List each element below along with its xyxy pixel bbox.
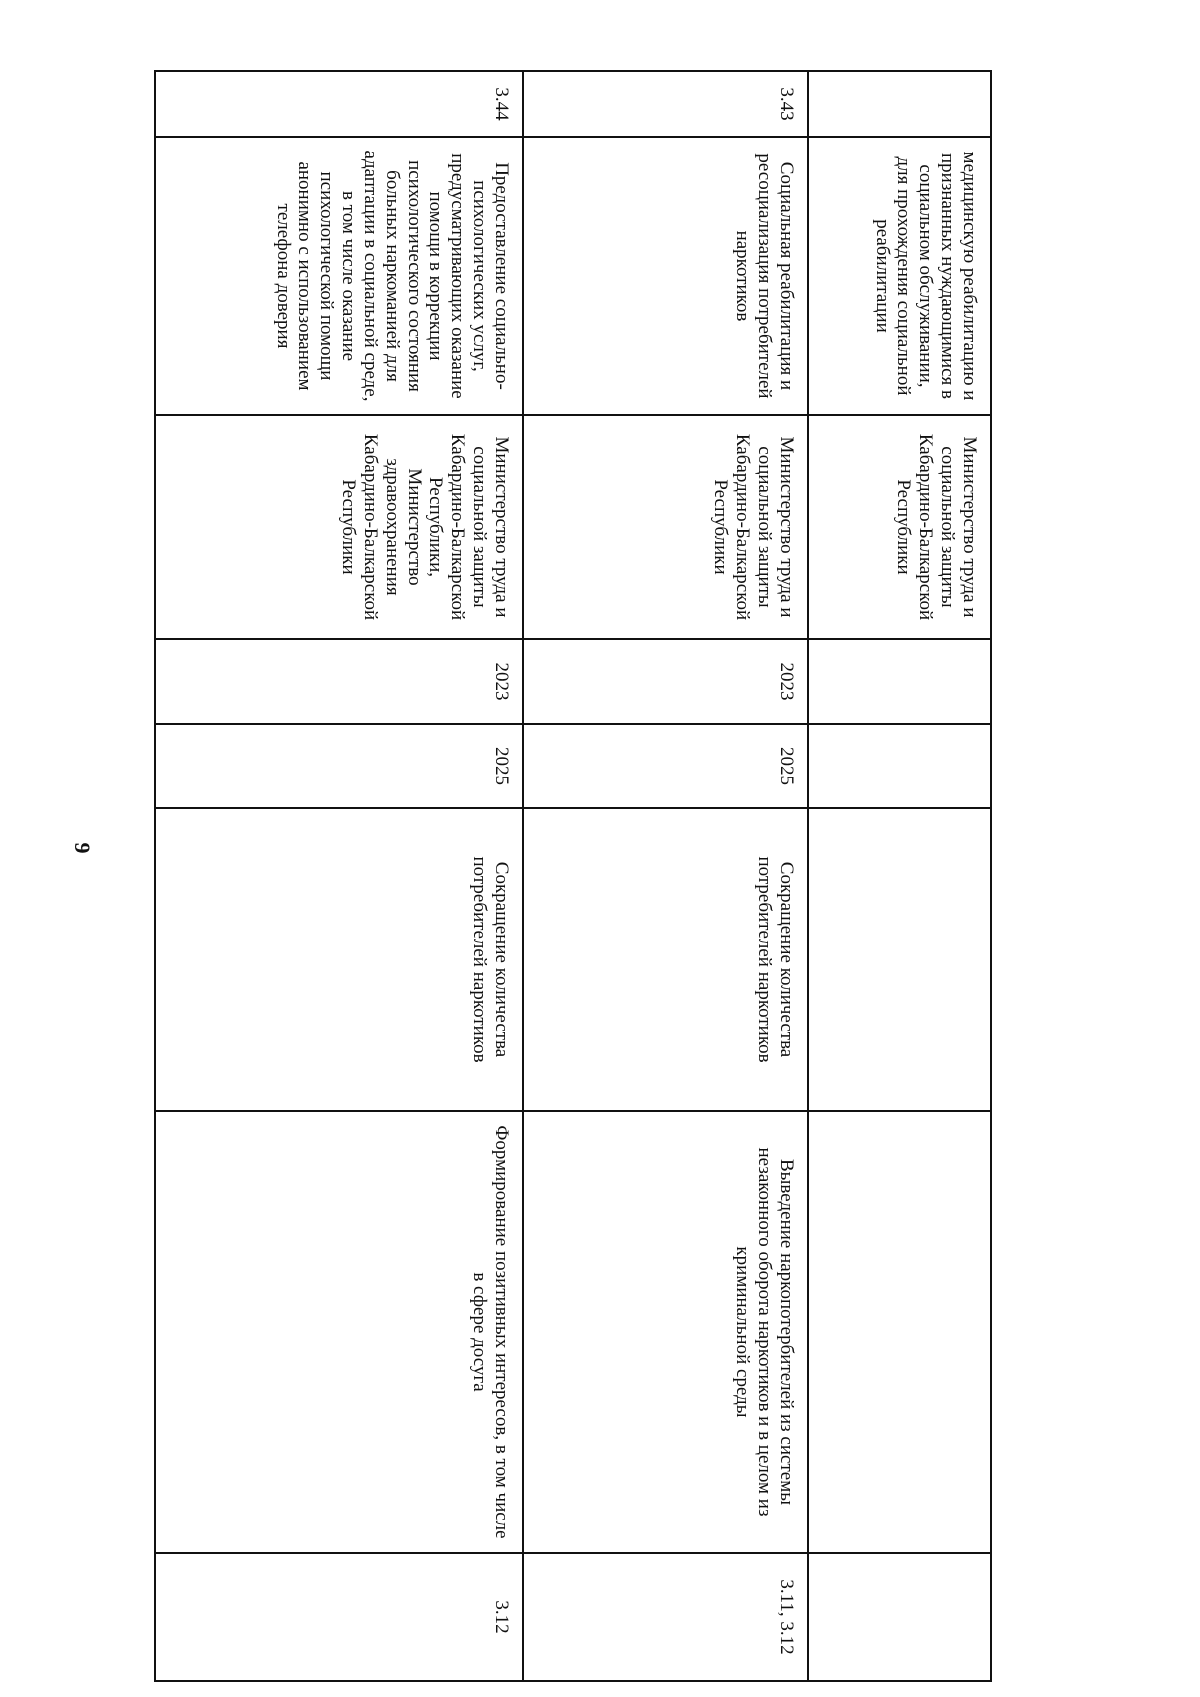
end-year-cell [808, 724, 991, 808]
direction-cell: Формирование позитивных интересов, в том числе в сфере досуга [155, 1111, 523, 1553]
related-cell: 3.12 [155, 1553, 523, 1681]
event-cell: Предоставление социально-психологических услуг, предусматривающих оказание помощи в коррекции психологического состояния больных наркоманией для адаптации в социальной среде, в том числе оказание психологической помощи анонимно с использованием телефона доверия [155, 137, 523, 415]
related-cell: 3.11, 3.12 [523, 1553, 808, 1681]
result-cell [808, 808, 991, 1111]
table-wrapper [156, 70, 992, 1680]
executor-cell: Министерство труда и социальной защиты Кабардино-Балкарской Республики, Министерство здравоохранения Кабардино-Балкарской Республики [155, 415, 523, 639]
result-cell: Сокращение количества потребителей наркотиков [155, 808, 523, 1111]
direction-cell: Выведение наркопотербителей из системы незаконного оборота наркотиков и в целом из криминальной среды [523, 1111, 808, 1553]
table-row [808, 71, 991, 1681]
direction-cell [808, 1111, 991, 1553]
event-cell: Социальная реабилитация и ресоциализация потребителей наркотиков [523, 137, 808, 415]
rotated-table-area [156, 70, 992, 1680]
start-year-cell [808, 639, 991, 724]
end-year-cell: 2025 [523, 724, 808, 808]
executor-cell: Министерство труда и социальной защиты Кабардино-Балкарской Республики [808, 415, 991, 639]
event-cell: медицинскую реабилитацию и признанных нуждающимися в социальном обслуживании, для прохождения социальной реабилитации [808, 137, 991, 415]
table-row [523, 71, 808, 1681]
row-number [808, 71, 991, 137]
table-row [155, 71, 523, 1681]
result-cell: Сокращение количества потребителей наркотиков [523, 808, 808, 1111]
row-number: 3.44 [155, 71, 523, 137]
start-year-cell: 2023 [523, 639, 808, 724]
executor-cell: Министерство труда и социальной защиты Кабардино-Балкарской Республики [523, 415, 808, 639]
page-number: 9 [70, 842, 95, 854]
end-year-cell: 2025 [155, 724, 523, 808]
row-number: 3.43 [523, 71, 808, 137]
activity-plan-table [154, 70, 992, 1682]
related-cell [808, 1553, 991, 1681]
start-year-cell: 2023 [155, 639, 523, 724]
